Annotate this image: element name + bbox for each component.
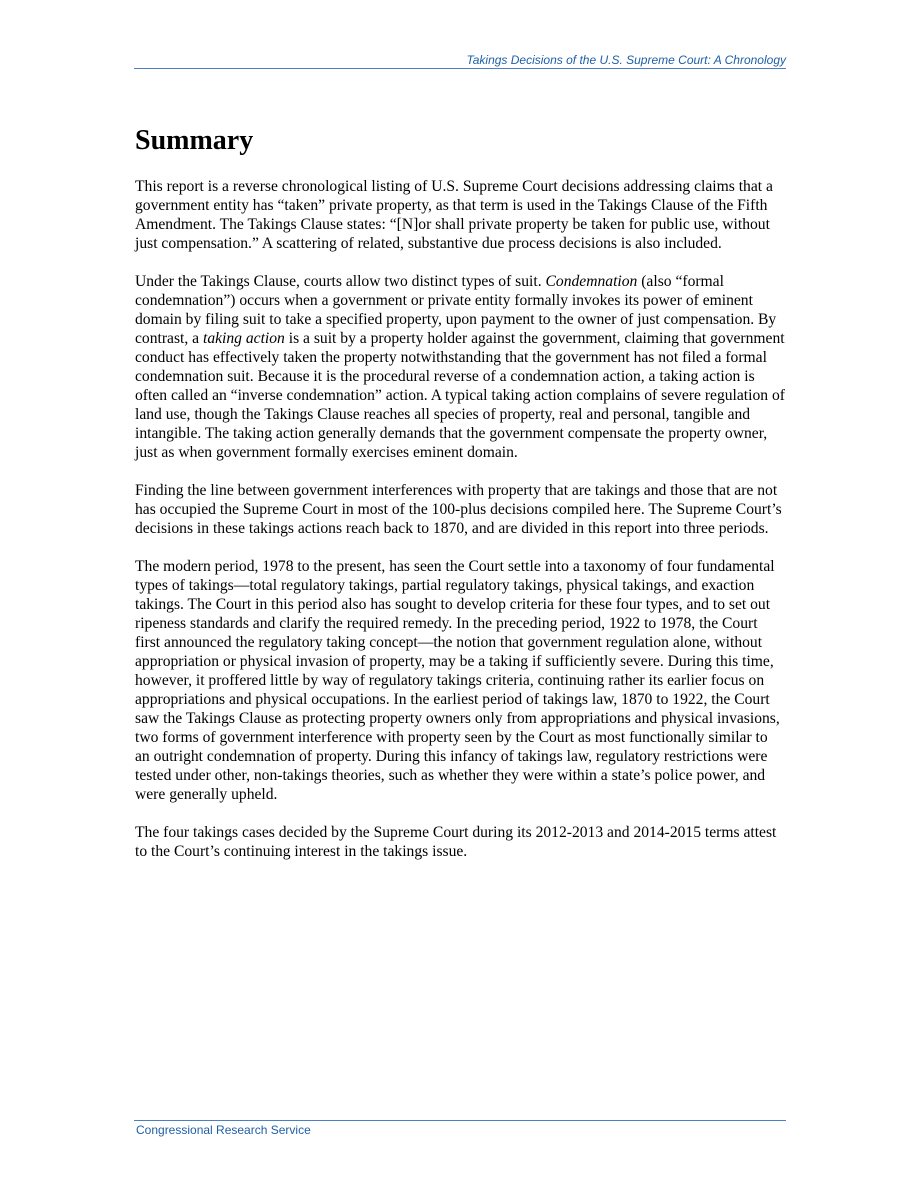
- paragraph-2-part-a: Under the Takings Clause, courts allow two distinct types of suit.: [135, 273, 546, 290]
- summary-body: [135, 177, 785, 880]
- term-taking-action: taking action: [202, 330, 285, 347]
- summary-paragraph-3: Finding the line between government interferences with property that are takings and those that are not has occupied the Supreme Court in most of the 100-plus decisions compiled here. The Supreme Court’s decisions in these takings actions reach back to 1870, and are divided in this report into three periods.: [135, 482, 782, 537]
- page-title: Summary: [135, 125, 254, 156]
- running-header-title: Takings Decisions of the U.S. Supreme Court: A Chronology: [466, 53, 786, 67]
- summary-paragraph-4: The modern period, 1978 to the present, has seen the Court settle into a taxonomy of four fundamental types of takings—total regulatory takings, partial regulatory takings, physical takings, and exaction takings. The Court in this period also has sought to develop criteria for these four types, and to set out ripeness standards and clarify the required remedy. In the preceding period, 1922 to 1978, the Court first announced the regulatory taking concept—the notion that government regulation alone, without appropriation or physical invasion of property, may be a taking if sufficiently severe. During this time, however, it proffered little by way of regulatory takings criteria, continuing rather its earlier focus on appropriations and physical occupations. In the earliest period of takings law, 1870 to 1922, the Court saw the Takings Clause as protecting property owners only from appropriations and physical invasions, two forms of government interference with property seen by the Court as most functionally similar to an outright condemnation of property. During this infancy of takings law, regulatory restrictions were tested under other, non-takings theories, such as whether they were within a state’s police power, and were generally upheld.: [135, 558, 780, 803]
- paragraph-2-part-c: is a suit by a property holder against the government, claiming that government conduct has effectively taken the property notwithstanding that the government has not filed a formal condemnation suit. Because it is the procedural reverse of a condemnation action, a taking action is often called an “inverse condemnation” action. A typical taking action complains of severe regulation of land use, though the Takings Clause reaches all species of property, real and personal, tangible and intangible. The taking action generally demands that the government compensate the property owner, just as when government formally exercises eminent domain.: [135, 330, 785, 461]
- footer-organization: Congressional Research Service: [136, 1123, 311, 1137]
- term-condemnation: Condemnation: [545, 273, 638, 290]
- summary-paragraph-5: The four takings cases decided by the Supreme Court during its 2012-2013 and 2014-2015 terms attest to the Court’s continuing interest in the takings issue.: [135, 824, 777, 860]
- running-header: [134, 53, 786, 69]
- summary-paragraph-1: This report is a reverse chronological listing of U.S. Supreme Court decisions addressing claims that a government entity has “taken” private property, as that term is used in the Takings Clause of the Fifth Amendment. The Takings Clause states: “[N]or shall private property be taken for public use, without just compensation.” A scattering of related, substantive due process decisions is also included.: [135, 178, 773, 252]
- footer-rule: [134, 1120, 786, 1121]
- summary-paragraph-2: [135, 272, 785, 462]
- paragraph-2-part-b: (also “formal condemnation”) occurs when a government or private entity formally invokes its power of eminent domain by filing suit to take a specified property, upon payment to the owner of just compensation. By contrast, a: [135, 273, 777, 347]
